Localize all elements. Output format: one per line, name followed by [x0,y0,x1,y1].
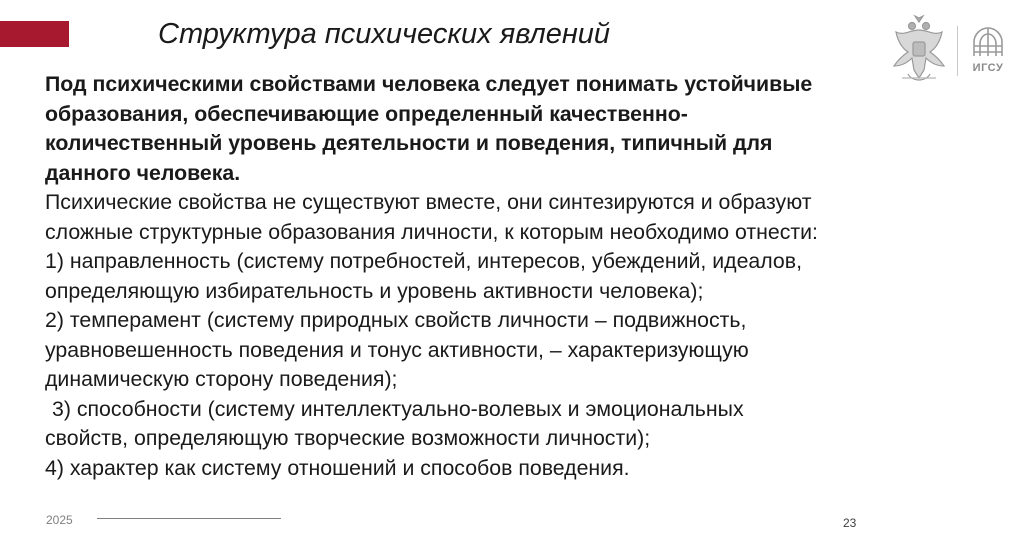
list-item-temperament: 2) темперамент (систему природных свойств личности – подвижность, [45,308,747,332]
definition-line-1: Под психическими свойствами человека следует понимать устойчивые [45,72,813,96]
list-item-character: 4) характер как систему отношений и способов поведения. [45,455,630,480]
text-line: динамическую сторону поведения); [45,367,398,391]
definition-line-4: данного человека. [45,160,241,185]
logo-text: ИГСУ [972,62,1004,74]
text-line: определяющую избирательность и уровень активности человека); [45,278,704,303]
text-line: сложные структурные образования личности, к которым необходимо отнести: [45,219,818,244]
list-item-direction: 1) направленность (систему потребностей, интересов, убеждений, идеалов, [45,249,802,273]
list-item-abilities: 3) способности (систему интеллектуально-волевых и эмоциональных [52,396,744,421]
slide-content [45,70,945,483]
footer-divider [97,518,281,519]
text-line: Психические свойства не существуют вместе, они синтезируются и образуют [45,190,812,214]
text-line: уравновешенность поведения и тонус активности, – характеризующую [45,337,749,362]
footer-year: 2025 [46,513,73,527]
definition-line-2: образования, обеспечивающие определенный качественно- [45,101,688,126]
text-line: свойств, определяющую творческие возможности личности); [45,426,651,450]
accent-bar [0,21,69,47]
page-number: 23 [843,516,857,530]
logo-divider [957,26,958,76]
slide-title: Структура психических явлений [158,18,611,50]
definition-line-3: количественный уровень деятельности и поведения, типичный для [45,131,773,155]
